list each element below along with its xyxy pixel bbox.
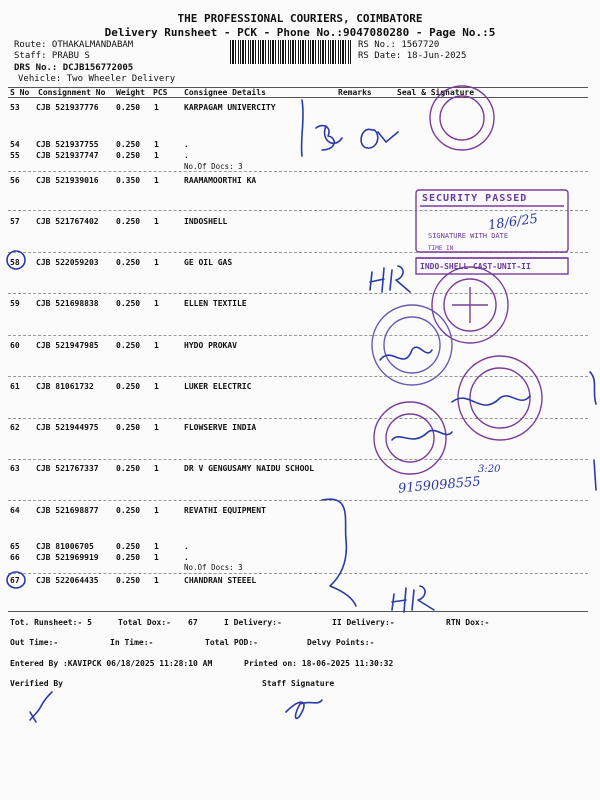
table-row-sno: 53	[10, 103, 20, 112]
table-row-pcs: 1	[154, 217, 159, 226]
verified-signature	[30, 692, 52, 720]
table-row-sno: 63	[10, 464, 20, 473]
security-time-text: TIME IN	[428, 245, 454, 252]
total-pod: Total POD:-	[205, 638, 258, 647]
table-row-cn: CJB 521937747	[36, 151, 99, 160]
ge-stamp	[432, 267, 508, 343]
out-time: Out Time:-	[10, 638, 59, 647]
table-row-cn: CJB 521947985	[36, 341, 99, 350]
table-row-details: .	[184, 553, 189, 562]
table-row-sno: 64	[10, 506, 20, 515]
table-row-details: .	[184, 151, 189, 160]
table-row-cn: CJB 521698877	[36, 506, 99, 515]
security-stamp-text: SECURITY PASSED	[422, 193, 528, 204]
route: Route: OTHAKALMANDABAM	[14, 40, 134, 50]
table-row-pcs: 1	[154, 140, 159, 149]
table-row-cn: CJB 522064435	[36, 576, 99, 585]
table-row-sno: 62	[10, 423, 20, 432]
table-row-sno: 61	[10, 382, 20, 391]
table-row-sno: 55	[10, 151, 20, 160]
security-sig-text: SIGNATURE WITH DATE	[428, 232, 509, 240]
table-row-sno: 57	[10, 217, 20, 226]
company-title: THE PROFESSIONAL COURIERS, COIMBATORE	[177, 12, 423, 25]
delvy-points: Delvy Points:-	[307, 638, 375, 647]
entered-by: Entered By :KAVIPCK 06/18/2025 11:28:10 AM	[10, 659, 213, 668]
table-row-wt: 0.250	[116, 423, 141, 432]
table-row-sno: 54	[10, 140, 20, 149]
table-row-pcs: 1	[154, 423, 159, 432]
ii-delivery: II Delivery:-	[332, 618, 395, 627]
table-row-pcs: 1	[154, 382, 159, 391]
table-row-cn: CJB 522059203	[36, 258, 99, 267]
rtn-dox: RTN Dox:-	[446, 618, 490, 627]
table-row-wt: 0.250	[116, 576, 141, 585]
printed-on: Printed on: 18-06-2025 11:30:32	[244, 659, 394, 668]
table-row-pcs: 1	[154, 103, 159, 112]
table-row-pcs: 1	[154, 542, 159, 551]
table-row-wt: 0.250	[116, 151, 141, 160]
i-delivery: I Delivery:-	[224, 618, 282, 627]
verified-by: Verified By	[10, 679, 63, 688]
table-row-details: REVATHI EQUIPMENT	[184, 506, 266, 515]
hydro-stamp	[372, 305, 452, 385]
table-row-pcs: 1	[154, 506, 159, 515]
table-row-wt: 0.350	[116, 176, 141, 185]
table-row-pcs: 1	[154, 464, 159, 473]
barcode	[230, 40, 352, 64]
col-consignment: Consignment No	[38, 88, 106, 97]
table-row-cn: CJB 521937776	[36, 103, 99, 112]
table-row-wt: 0.250	[116, 341, 141, 350]
staff-signature: Staff Signature	[262, 679, 335, 688]
table-row-pcs: 1	[154, 176, 159, 185]
drs-no: DRS No.: DCJB156772005	[14, 63, 134, 73]
table-row-wt: 0.250	[116, 506, 141, 515]
table-row-cn: CJB 521969919	[36, 553, 99, 562]
handwriting-b	[302, 100, 335, 156]
tot-runsheet: Tot. Runsheet:- 5	[10, 618, 92, 627]
runsheet-title: Delivery Runsheet - PCK - Phone No.:9047080280 - Page No.:5	[104, 26, 496, 39]
table-row-wt: 0.250	[116, 542, 141, 551]
vehicle: Vehicle: Two Wheeler Delivery	[18, 74, 176, 84]
table-row-cn: CJB 521939016	[36, 176, 99, 185]
luker-stamp	[458, 356, 542, 440]
in-time: In Time:-	[110, 638, 154, 647]
table-row-details: ELLEN TEXTILE	[184, 299, 247, 308]
docs-note: No.Of Docs: 3	[184, 162, 243, 171]
table-row-cn: CJB 521937755	[36, 140, 99, 149]
table-row-details: RAAMAMOORTHI KA	[184, 176, 257, 185]
table-row-wt: 0.250	[116, 553, 141, 562]
rs-no: RS No.: 1567720	[358, 40, 440, 50]
table-row-details: GE OIL GAS	[184, 258, 233, 267]
table-row-wt: 0.250	[116, 217, 141, 226]
flowserve-stamp	[374, 402, 446, 474]
rs-date: RS Date: 18-Jun-2025	[358, 51, 467, 61]
table-row-wt: 0.250	[116, 258, 141, 267]
table-row-sno: 65	[10, 542, 20, 551]
table-row-cn: CJB 521944975	[36, 423, 99, 432]
col-remarks: Remarks	[338, 88, 372, 97]
table-row-pcs: 1	[154, 576, 159, 585]
col-sno: S No	[10, 88, 30, 97]
table-row-details: HYDO PROKAV	[184, 341, 237, 350]
table-row-cn: CJB 521767402	[36, 217, 99, 226]
table-row-details: KARPAGAM UNIVERCITY	[184, 103, 276, 112]
table-row-details: DR V GENGUSAMY NAIDU SCHOOL	[184, 464, 315, 473]
table-row-details: .	[184, 542, 189, 551]
docs-note: No.Of Docs: 3	[184, 563, 243, 572]
table-row-sno: 59	[10, 299, 20, 308]
table-row-wt: 0.250	[116, 299, 141, 308]
table-row-pcs: 1	[154, 299, 159, 308]
signature-hr	[370, 266, 410, 292]
table-row-details: .	[184, 140, 189, 149]
handwritten-time: 3:20	[478, 464, 501, 475]
handwritten-phone: 9159098555	[397, 474, 482, 497]
handwritten-date: 18/6/25	[487, 211, 539, 234]
table-row-pcs: 1	[154, 341, 159, 350]
table-row-cn: CJB 521698838	[36, 299, 99, 308]
signature-hr-2	[392, 586, 434, 612]
col-weight: Weight	[116, 88, 145, 97]
table-row-wt: 0.250	[116, 382, 141, 391]
table-row-sno: 67	[10, 576, 20, 585]
table-row-details: FLOWSERVE INDIA	[184, 423, 257, 432]
table-row-sno: 58	[10, 258, 20, 267]
bracket-mark	[322, 499, 356, 606]
col-seal: Seal & Signature	[397, 88, 475, 97]
table-row-details: INDOSHELL	[184, 217, 228, 226]
indoshell-stamp-text: INDO-SHELL CAST-UNIT-II	[420, 262, 531, 271]
col-details: Consignee Details	[184, 88, 266, 97]
table-row-cn: CJB 521767337	[36, 464, 99, 473]
staff-signature-mark	[286, 700, 322, 718]
table-row-cn: CJB 81061732	[36, 382, 94, 391]
handwriting-a	[361, 129, 398, 148]
table-row-sno: 60	[10, 341, 20, 350]
table-row-wt: 0.250	[116, 103, 141, 112]
table-row-wt: 0.250	[116, 464, 141, 473]
table-row-cn: CJB 81006705	[36, 542, 94, 551]
table-row-sno: 66	[10, 553, 20, 562]
total-dox: Total Dox:-	[118, 618, 171, 627]
staff: Staff: PRABU S	[14, 51, 90, 61]
table-row-sno: 56	[10, 176, 20, 185]
table-row-pcs: 1	[154, 553, 159, 562]
total-dox-value: 67	[188, 618, 198, 627]
table-row-pcs: 1	[154, 258, 159, 267]
table-row-details: LUKER ELECTRIC	[184, 382, 252, 391]
table-row-details: CHANDRAN STEEEL	[184, 576, 257, 585]
table-row-pcs: 1	[154, 151, 159, 160]
table-row-wt: 0.250	[116, 140, 141, 149]
col-pcs: PCS	[153, 88, 168, 97]
